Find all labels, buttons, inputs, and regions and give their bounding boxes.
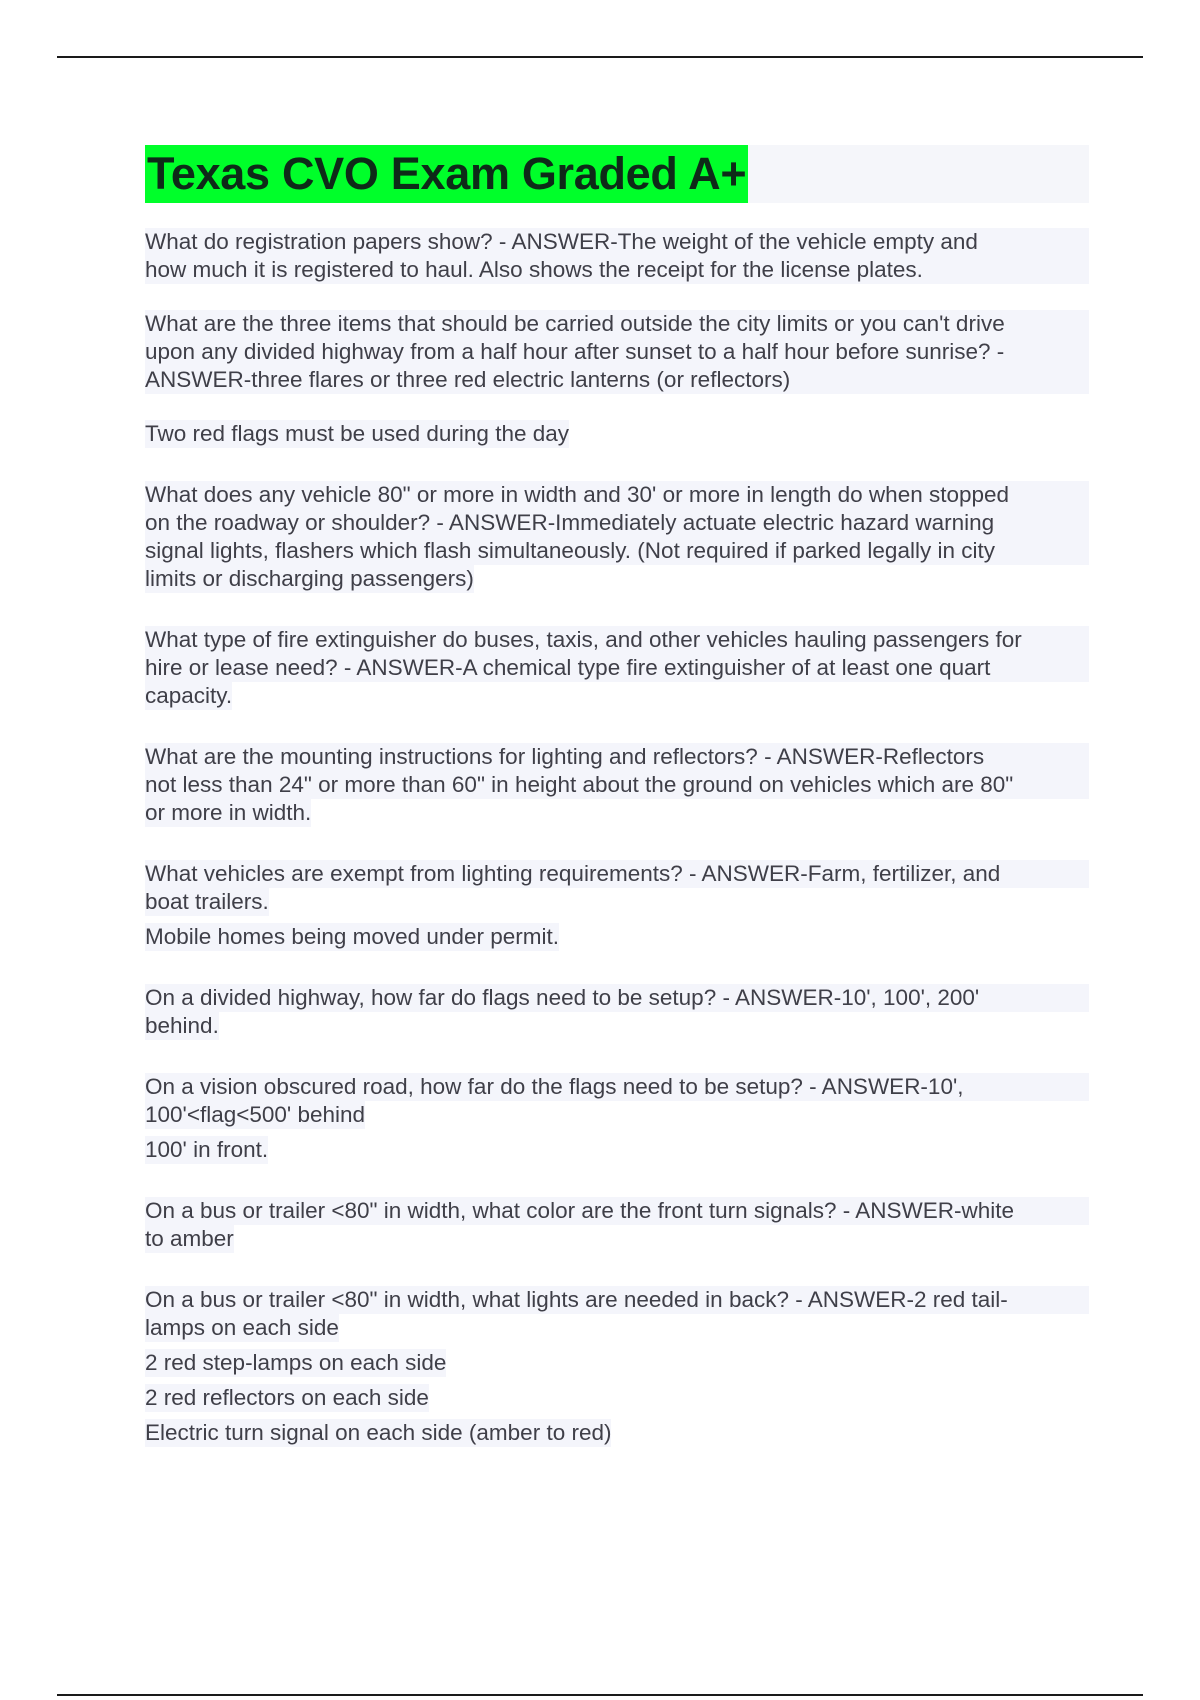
qa-line: on the roadway or shoulder? - ANSWER-Immediately actuate electric hazard warning xyxy=(145,509,1089,537)
qa-line: behind. xyxy=(145,1013,219,1038)
qa-entry xyxy=(145,1286,1089,1454)
qa-line: On a divided highway, how far do flags need to be setup? - ANSWER-10', 100', 200' xyxy=(145,984,1089,1012)
qa-entry xyxy=(145,984,1089,1047)
qa-entry xyxy=(145,860,1089,958)
page-title: Texas CVO Exam Graded A+ xyxy=(145,145,748,203)
qa-line: Mobile homes being moved under permit. xyxy=(145,924,559,949)
qa-line: lamps on each side xyxy=(145,1315,339,1340)
top-rule xyxy=(57,56,1143,58)
qa-entry xyxy=(145,420,1089,455)
qa-entry xyxy=(145,1073,1089,1171)
qa-line: 100' in front. xyxy=(145,1137,269,1162)
qa-line: What do registration papers show? - ANSWER-The weight of the vehicle empty and xyxy=(145,228,1089,256)
qa-line: Electric turn signal on each side (amber to red) xyxy=(145,1420,612,1445)
qa-line: upon any divided highway from a half hour after sunset to a half hour before sunrise? - xyxy=(145,338,1089,366)
bottom-rule xyxy=(57,1694,1143,1696)
qa-line: or more in width. xyxy=(145,800,312,825)
qa-line: 2 red reflectors on each side xyxy=(145,1385,429,1410)
qa-line: On a vision obscured road, how far do the flags need to be setup? - ANSWER-10', xyxy=(145,1073,1089,1101)
qa-line: not less than 24" or more than 60" in height about the ground on vehicles which are 80" xyxy=(145,771,1089,799)
qa-line: What vehicles are exempt from lighting requirements? - ANSWER-Farm, fertilizer, and xyxy=(145,860,1089,888)
qa-entry xyxy=(145,228,1089,284)
qa-entry xyxy=(145,481,1089,600)
qa-line: how much it is registered to haul. Also shows the receipt for the license plates. xyxy=(145,256,1089,284)
qa-line: hire or lease need? - ANSWER-A chemical type fire extinguisher of at least one quart xyxy=(145,654,1089,682)
qa-line: signal lights, flashers which flash simultaneously. (Not required if parked legally in city xyxy=(145,537,1089,565)
qa-entry xyxy=(145,1197,1089,1260)
qa-line: On a bus or trailer <80" in width, what color are the front turn signals? - ANSWER-white xyxy=(145,1197,1089,1225)
qa-line: What are the three items that should be carried outside the city limits or you can't drive xyxy=(145,310,1089,338)
qa-line: capacity. xyxy=(145,683,233,708)
qa-line: 2 red step-lamps on each side xyxy=(145,1350,447,1375)
qa-line: limits or discharging passengers) xyxy=(145,566,474,591)
qa-list xyxy=(145,228,1089,1480)
qa-line: On a bus or trailer <80" in width, what lights are needed in back? - ANSWER-2 red tail- xyxy=(145,1286,1089,1314)
qa-line: to amber xyxy=(145,1226,234,1251)
qa-line: 100'<flag<500' behind xyxy=(145,1102,366,1127)
qa-line: boat trailers. xyxy=(145,889,269,914)
qa-line: ANSWER-three flares or three red electric lanterns (or reflectors) xyxy=(145,366,1089,394)
qa-entry xyxy=(145,743,1089,834)
qa-line: What does any vehicle 80" or more in width and 30' or more in length do when stopped xyxy=(145,481,1089,509)
qa-entry xyxy=(145,310,1089,394)
qa-line: Two red flags must be used during the day xyxy=(145,421,569,446)
qa-line: What type of fire extinguisher do buses, taxis, and other vehicles hauling passengers for xyxy=(145,626,1089,654)
qa-line: What are the mounting instructions for lighting and reflectors? - ANSWER-Reflectors xyxy=(145,743,1089,771)
qa-entry xyxy=(145,626,1089,717)
